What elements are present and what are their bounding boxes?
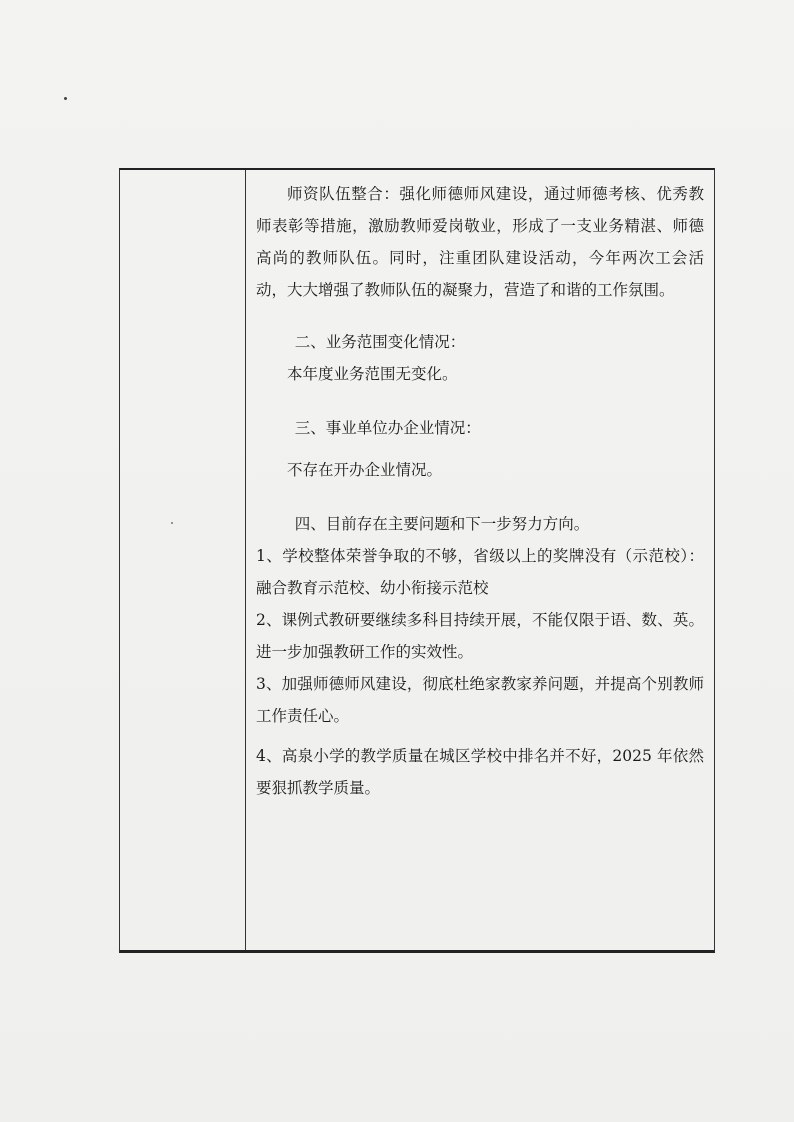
- column-divider: [245, 170, 246, 950]
- report-table: [119, 168, 715, 953]
- enterprise-heading: 三、事业单位办企业情况：: [294, 419, 481, 437]
- scan-speck: [64, 97, 67, 100]
- problem-item-1: 1、学校整体荣誉争取的不够，省级以上的奖牌没有（示范校）：融合教育示范校、幼小衔接示范校: [256, 547, 704, 597]
- problem-item-4: 4、高泉小学的教学质量在城区学校中排名并不好，2025 年依然要狠抓教学质量。: [256, 747, 704, 797]
- report-content: [256, 178, 704, 804]
- problem-item-2: 2、课例式教研要继续多科目持续开展，不能仅限于语、数、英。进一步加强教研工作的实效性。: [256, 611, 704, 661]
- business-scope-heading: 二、业务范围变化情况：: [294, 333, 466, 351]
- problems-heading: 四、目前存在主要问题和下一步努力方向。: [294, 515, 590, 533]
- enterprise-text: 不存在开办企业情况。: [287, 461, 443, 479]
- problem-item-3: 3、加强师德师风建设，彻底杜绝家教家养问题，并提高个别教师工作责任心。: [256, 675, 704, 725]
- teacher-team-paragraph: 师资队伍整合：强化师德师风建设，通过师德考核、优秀教师表彰等措施，激励教师爱岗敬业，形成了一支业务精湛、师德高尚的教师队伍。同时，注重团队建设活动，今年两次工会活动，大大增强了教师队伍的凝聚力，营造了和谐的工作氛围。: [256, 185, 704, 299]
- business-scope-text: 本年度业务范围无变化。: [287, 365, 458, 383]
